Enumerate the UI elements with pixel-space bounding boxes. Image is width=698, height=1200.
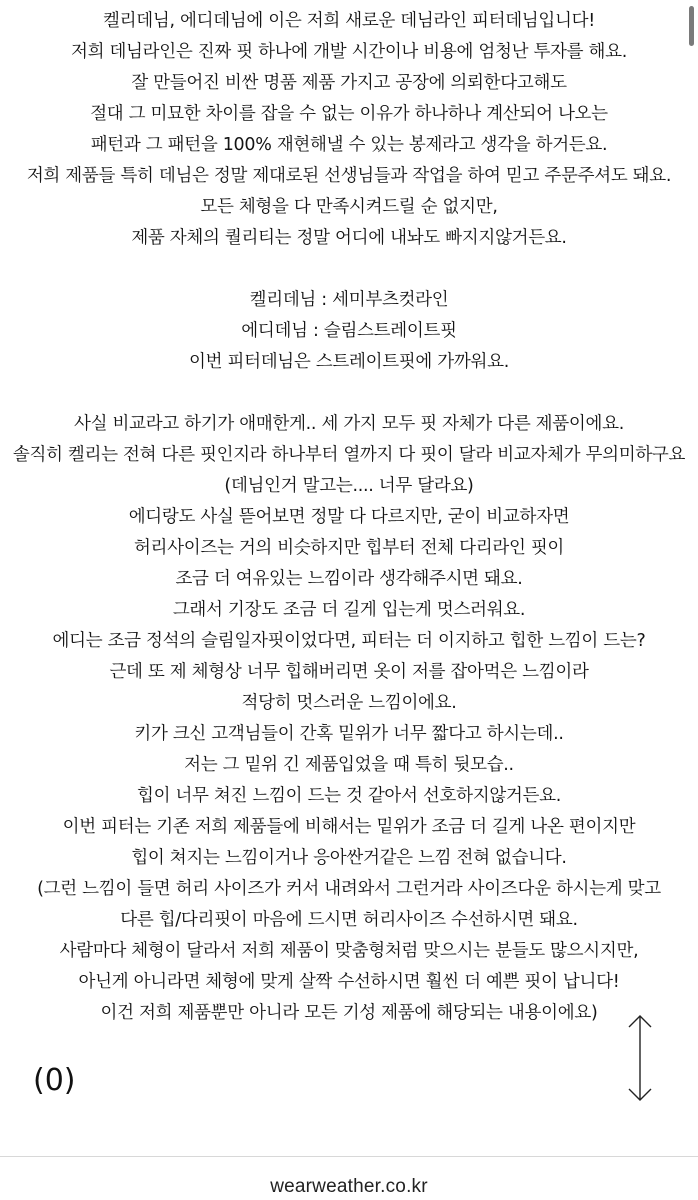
description-line: 아닌게 아니라면 체형에 맞게 살짝 수선하시면 훨씬 더 예쁜 핏이 납니다! [78,972,620,992]
description-line: 저희 데님라인은 진짜 핏 하나에 개발 시간이나 비용에 엄청난 투자를 해요. [70,42,628,62]
description-line: 이건 저희 제품뿐만 아니라 모든 기성 제품에 해당되는 내용이에요) [100,1003,598,1023]
fit-comparison-line: 켈리데님 : 세미부츠컷라인 [249,290,449,310]
description-line: (데님인거 말고는.... 너무 달라요) [224,476,474,496]
description-line: 힙이 너무 쳐진 느낌이 드는 것 같아서 선호하지않거든요. [136,786,561,806]
description-line: 다른 힙/다리핏이 마음에 드시면 허리사이즈 수선하시면 돼요. [120,910,578,930]
description-line: 잘 만들어진 비싼 명품 제품 가지고 공장에 의뢰한다고해도 [131,73,567,93]
description-line: 켈리데님, 에디데님에 이은 저희 새로운 데님라인 피터데님입니다! [103,11,595,31]
paragraph-gap [0,254,698,285]
description-line: 사람마다 체형이 달라서 저희 제품이 맞춤형처럼 맞으시는 분들도 많으시지만, [59,941,639,961]
description-line: 패턴과 그 패턴을 100% 재현해낼 수 있는 봉제라고 생각을 하거든요. [90,135,608,155]
description-line: 에디는 조금 정석의 슬림일자핏이었다면, 피터는 더 이지하고 힙한 느낌이 드는? [52,631,646,651]
description-line: 제품 자체의 퀄리티는 정말 어디에 내놔도 빠지지않거든요. [131,228,567,248]
scrollbar-thumb[interactable] [689,6,694,46]
description-line: 사실 비교라고 하기가 애매한게.. 세 가지 모두 핏 자체가 다른 제품이에요. [74,414,624,434]
product-description [0,6,698,1029]
description-line: 솔직히 켈리는 전혀 다른 핏인지라 하나부터 열까지 다 핏이 달라 비교자체가 무의미하구요 [12,445,686,465]
description-line: 모든 체형을 다 만족시켜드릴 순 없지만, [200,197,498,217]
footer-divider [0,1156,698,1157]
up-down-arrow-icon [625,1012,655,1104]
description-line: (그런 느낌이 들면 허리 사이즈가 커서 내려와서 그런거라 사이즈다운 하시는게 맞고 [37,879,661,899]
paragraph-gap [0,378,698,409]
description-line: 힙이 쳐지는 느낌이거나 응아싼거같은 느낌 전혀 없습니다. [131,848,567,868]
description-line: 절대 그 미묘한 차이를 잡을 수 없는 이유가 하나하나 계산되어 나오는 [90,104,608,124]
fit-comparison-line: 에디데님 : 슬림스트레이트핏 [241,321,457,341]
description-line: 저는 그 밑위 긴 제품입었을 때 특히 뒷모습.. [184,755,514,775]
description-line: 조금 더 여유있는 느낌이라 생각해주시면 돼요. [175,569,523,589]
description-line: 이번 피터는 기존 저희 제품들에 비해서는 밑위가 조금 더 길게 나온 편이지만 [62,817,636,837]
description-line: 적당히 멋스러운 느낌이에요. [241,693,457,713]
fit-comparison-line: 이번 피터데님은 스트레이트핏에 가까워요. [189,352,509,372]
description-line: 허리사이즈는 거의 비슷하지만 힙부터 전체 다리라인 핏이 [133,538,565,558]
description-line: 그래서 기장도 조금 더 길게 입는게 멋스러워요. [172,600,526,620]
site-url: wearweather.co.kr [270,1176,428,1197]
description-line: 근데 또 제 체형상 너무 힙해버리면 옷이 저를 잡아먹은 느낌이라 [109,662,589,682]
description-line: 에디랑도 사실 뜯어보면 정말 다 다르지만, 굳이 비교하자면 [128,507,570,527]
description-line: 저희 제품들 특히 데님은 정말 제대로된 선생님들과 작업을 하여 믿고 주문주셔도 돼요. [26,166,672,186]
description-line: 키가 크신 고객님들이 간혹 밑위가 너무 짧다고 하시는데.. [134,724,564,744]
handwritten-annotation: (0) [33,1063,76,1098]
